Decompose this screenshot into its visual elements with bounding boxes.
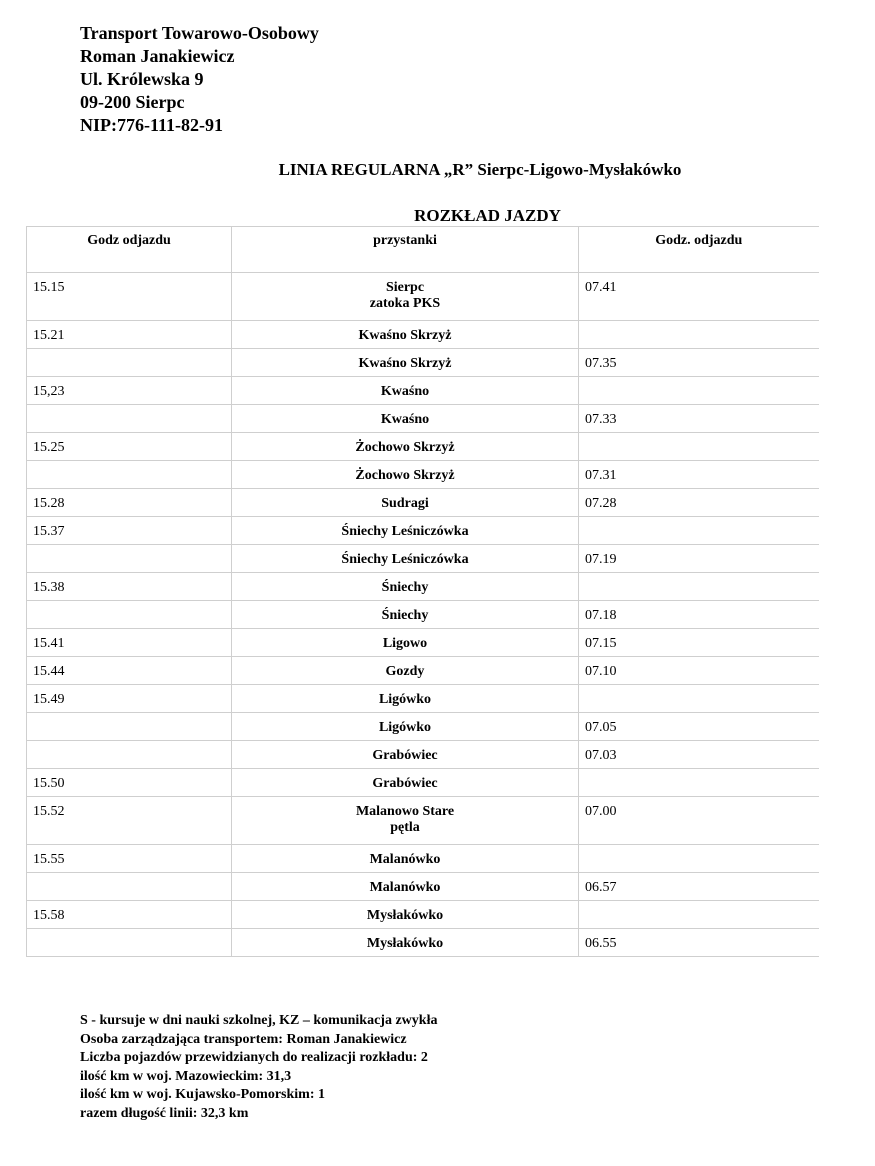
stop-name: Kwaśno (380, 384, 430, 399)
departure-return-cell: 06.55 (579, 929, 819, 957)
stop-cell (232, 349, 579, 377)
note-manager: Osoba zarządzająca transportem: Roman Janakiewicz (80, 1031, 407, 1047)
stop-cell (232, 545, 579, 573)
departure-return-cell: 07.33 (579, 405, 819, 433)
table-row (27, 685, 819, 713)
departure-return-cell (579, 685, 819, 713)
header-stops: przystanki (232, 227, 579, 273)
departure-outbound-cell: 15.25 (27, 433, 232, 461)
company-street: Ul. Królewska 9 (80, 69, 204, 89)
table-row (27, 377, 819, 405)
departure-return-cell: 07.05 (579, 713, 819, 741)
table-row (27, 929, 819, 957)
stop-name: Mysłakówko (366, 908, 444, 923)
stop-cell (232, 629, 579, 657)
departure-outbound-cell (27, 873, 232, 901)
departure-return-cell: 07.15 (579, 629, 819, 657)
departure-return-cell (579, 517, 819, 545)
table-row (27, 713, 819, 741)
departure-outbound-cell (27, 461, 232, 489)
departure-return-cell: 07.19 (579, 545, 819, 573)
departure-return-cell: 07.18 (579, 601, 819, 629)
line-title: LINIA REGULARNA „R” Sierpc-Ligowo-Mysłakówko (278, 160, 682, 179)
departure-return-cell (579, 433, 819, 461)
departure-return-cell (579, 321, 819, 349)
table-row (27, 273, 819, 321)
stop-name: Malanówko (369, 880, 441, 895)
table-row (27, 769, 819, 797)
departure-return-cell: 07.28 (579, 489, 819, 517)
departure-outbound-cell (27, 545, 232, 573)
note-km-mazowieckie: ilość km w woj. Mazowieckim: 31,3 (80, 1068, 292, 1084)
company-header (80, 22, 319, 137)
stop-cell (232, 901, 579, 929)
note-total-length: razem długość linii: 32,3 km (80, 1105, 249, 1121)
table-row (27, 489, 819, 517)
stop-name: Śniechy Leśniczówka (341, 552, 469, 567)
stop-cell (232, 517, 579, 545)
departure-outbound-cell (27, 929, 232, 957)
departure-outbound-cell (27, 741, 232, 769)
stop-detail: pętla (390, 820, 420, 835)
stop-cell (232, 873, 579, 901)
departure-return-cell (579, 377, 819, 405)
stop-name: Śniechy (381, 608, 429, 623)
departure-outbound-cell: 15.28 (27, 489, 232, 517)
table-row (27, 741, 819, 769)
departure-return-cell: 06.57 (579, 873, 819, 901)
departure-outbound-cell: 15.58 (27, 901, 232, 929)
departure-outbound-cell: 15.38 (27, 573, 232, 601)
company-name: Transport Towarowo-Osobowy (80, 23, 319, 43)
stop-cell (232, 433, 579, 461)
stop-name: Sudragi (381, 496, 429, 511)
departure-outbound-cell: 15.55 (27, 845, 232, 873)
note-legend: S - kursuje w dni nauki szkolnej, KZ – komunikacja zwykła (80, 1013, 438, 1028)
table-row (27, 321, 819, 349)
table-row (27, 405, 819, 433)
stop-cell (232, 321, 579, 349)
stop-name: Gozdy (385, 664, 425, 679)
stop-cell (232, 845, 579, 873)
stop-cell (232, 405, 579, 433)
table-row (27, 517, 819, 545)
stop-cell (232, 461, 579, 489)
departure-outbound-cell: 15.44 (27, 657, 232, 685)
note-km-kujawsko-pomorskie: ilość km w woj. Kujawsko-Pomorskim: 1 (80, 1087, 325, 1102)
stop-cell (232, 573, 579, 601)
stop-name: Malanówko (369, 852, 441, 867)
stop-name: Śniechy Leśniczówka (341, 524, 469, 539)
table-row (27, 657, 819, 685)
company-owner: Roman Janakiewicz (80, 46, 235, 66)
departure-return-cell: 07.10 (579, 657, 819, 685)
table-row (27, 629, 819, 657)
stop-name: Kwaśno (380, 412, 430, 427)
table-row (27, 545, 819, 573)
departure-return-cell: 07.31 (579, 461, 819, 489)
stop-cell (232, 489, 579, 517)
stop-name: Żochowo Skrzyż (355, 468, 455, 483)
stop-cell (232, 741, 579, 769)
table-row (27, 433, 819, 461)
stop-cell (232, 377, 579, 405)
table-header-row (27, 227, 819, 273)
note-vehicles: Liczba pojazdów przewidzianych do realizacji rozkładu: 2 (80, 1050, 428, 1065)
departure-outbound-cell: 15.49 (27, 685, 232, 713)
stop-name: Ligówko (378, 720, 432, 735)
stop-name: Malanowo Stare (355, 804, 455, 819)
stop-name: Ligowo (382, 636, 428, 651)
stop-cell (232, 657, 579, 685)
table-row (27, 601, 819, 629)
stop-name: Kwaśno Skrzyż (358, 328, 452, 343)
departure-return-cell: 07.35 (579, 349, 819, 377)
departure-outbound-cell: 15.50 (27, 769, 232, 797)
departure-outbound-cell (27, 713, 232, 741)
departure-outbound-cell: 15,23 (27, 377, 232, 405)
stop-cell (232, 273, 579, 321)
stop-name: Sierpc (385, 280, 425, 295)
header-departure-return: Godz. odjazdu (579, 227, 819, 273)
stop-cell (232, 769, 579, 797)
departure-outbound-cell: 15.15 (27, 273, 232, 321)
table-row (27, 845, 819, 873)
departure-return-cell (579, 573, 819, 601)
table-row (27, 461, 819, 489)
stop-name: Mysłakówko (366, 936, 444, 951)
table-row (27, 797, 819, 845)
departure-outbound-cell (27, 349, 232, 377)
stop-name: Ligówko (378, 692, 432, 707)
stop-cell (232, 929, 579, 957)
timetable-body (27, 273, 819, 957)
header-departure-outbound: Godz odjazdu (27, 227, 232, 273)
stop-cell (232, 601, 579, 629)
stop-cell (232, 713, 579, 741)
stop-name: Grabówiec (372, 748, 438, 763)
departure-outbound-cell: 15.37 (27, 517, 232, 545)
stop-detail: zatoka PKS (369, 296, 441, 311)
departure-return-cell (579, 769, 819, 797)
departure-return-cell: 07.00 (579, 797, 819, 845)
schedule-title: ROZKŁAD JAZDY (414, 206, 561, 225)
stop-name: Śniechy (381, 580, 429, 595)
departure-outbound-cell (27, 601, 232, 629)
stop-cell (232, 685, 579, 713)
departure-outbound-cell: 15.21 (27, 321, 232, 349)
departure-outbound-cell: 15.52 (27, 797, 232, 845)
departure-return-cell (579, 901, 819, 929)
departure-outbound-cell (27, 405, 232, 433)
table-row (27, 573, 819, 601)
table-row (27, 901, 819, 929)
table-row (27, 349, 819, 377)
stop-name: Grabówiec (372, 776, 438, 791)
stop-name: Żochowo Skrzyż (355, 440, 455, 455)
departure-return-cell (579, 845, 819, 873)
notes (80, 1012, 437, 1123)
table-row (27, 873, 819, 901)
departure-return-cell: 07.03 (579, 741, 819, 769)
departure-outbound-cell: 15.41 (27, 629, 232, 657)
stop-cell (232, 797, 579, 845)
company-city: 09-200 Sierpc (80, 92, 185, 112)
timetable (26, 226, 819, 957)
company-nip: NIP:776-111-82-91 (80, 115, 223, 135)
stop-name: Kwaśno Skrzyż (358, 356, 452, 371)
departure-return-cell: 07.41 (579, 273, 819, 321)
